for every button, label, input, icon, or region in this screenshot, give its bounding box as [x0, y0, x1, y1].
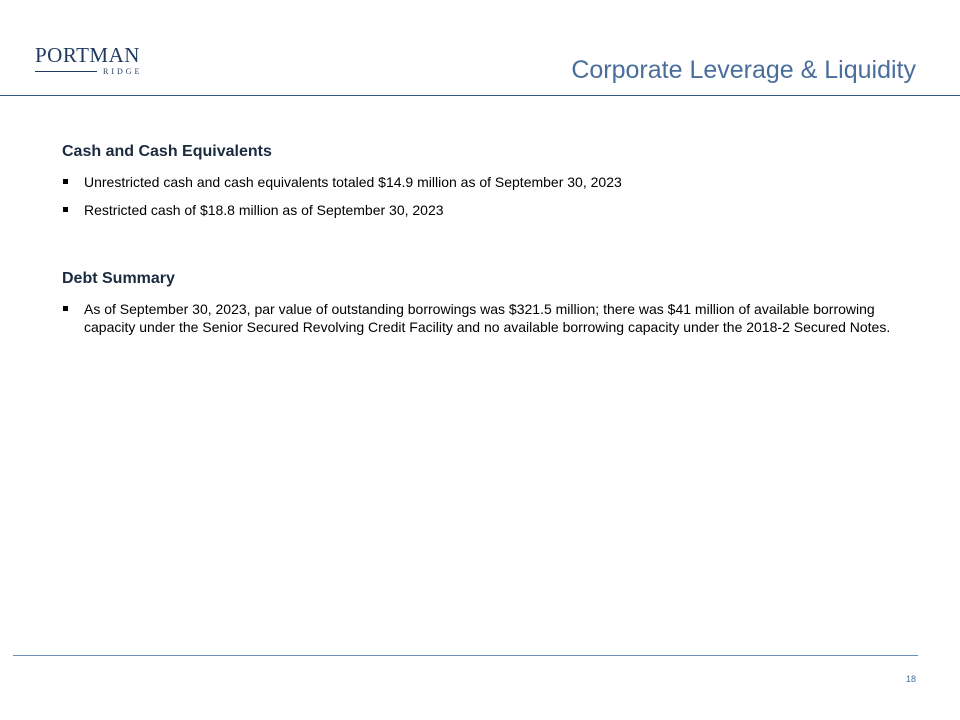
logo-subline	[35, 67, 150, 76]
list-item	[62, 173, 902, 191]
bullet-text: Restricted cash of $18.8 million as of September 30, 2023	[84, 202, 444, 218]
bullet-square-icon	[63, 207, 68, 212]
cash-section-heading: Cash and Cash Equivalents	[62, 143, 272, 160]
logo-wordmark: PORTMAN	[35, 43, 140, 67]
list-item	[62, 300, 902, 336]
page-title: Corporate Leverage & Liquidity	[571, 56, 916, 84]
bullet-square-icon	[63, 306, 68, 311]
list-item	[62, 201, 902, 219]
logo-subtitle: RIDGE	[103, 67, 143, 76]
debt-section	[62, 270, 902, 346]
debt-bullet-list	[62, 300, 902, 336]
debt-section-heading: Debt Summary	[62, 270, 175, 287]
bullet-text: Unrestricted cash and cash equivalents totaled $14.9 million as of September 30, 2023	[84, 174, 622, 190]
company-logo	[35, 44, 150, 76]
header-divider	[0, 95, 960, 96]
cash-bullet-list	[62, 173, 902, 219]
page-number: 18	[905, 674, 916, 684]
bullet-text: As of September 30, 2023, par value of outstanding borrowings was $321.5 million; there was $41 million of available borrowing capacity under the Senior Secured Revolving Credit Facility and no available borrowing capacity under the 2018-2 Secured Notes.	[84, 301, 891, 335]
footer-divider	[13, 655, 918, 656]
cash-section	[62, 143, 902, 229]
logo-rule	[35, 71, 97, 72]
bullet-square-icon	[63, 179, 68, 184]
